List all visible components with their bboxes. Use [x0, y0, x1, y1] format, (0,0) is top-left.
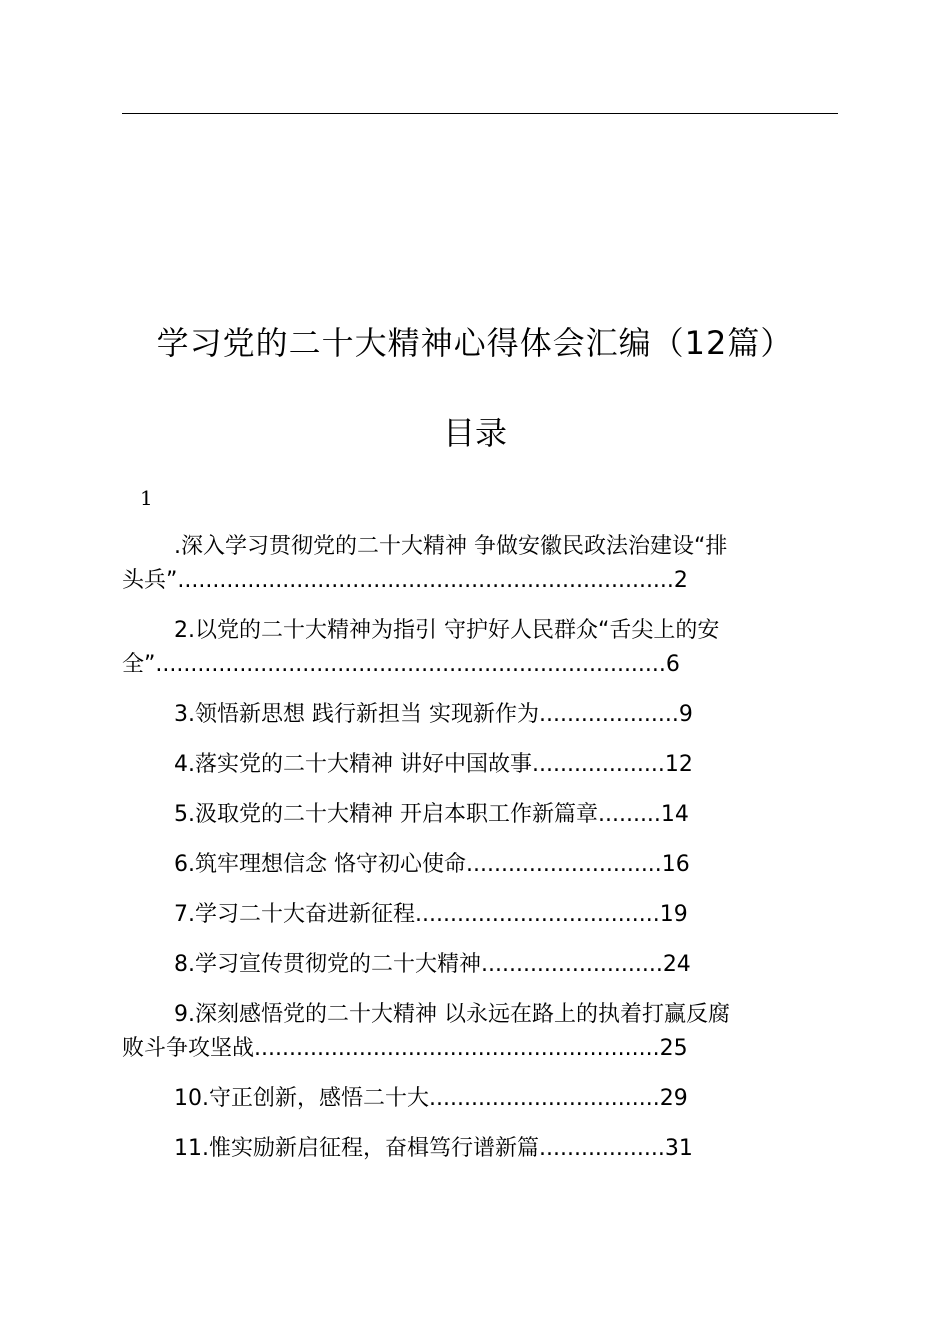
toc-entry-line: 全”.........................................................................6 [122, 652, 680, 677]
toc-entry-line: 2.以党的二十大精神为指引 守护好人民群众“舌尖上的安 [174, 618, 720, 643]
toc-entry-line: 败斗争攻坚战..........................................................25 [122, 1036, 688, 1061]
toc-heading: 目录 [442, 414, 507, 452]
toc-entry[interactable] [122, 948, 838, 982]
toc-entry[interactable] [122, 748, 838, 782]
toc-entry-line: 5.汲取党的二十大精神 开启本职工作新篇章.........14 [174, 802, 689, 827]
toc-entry[interactable] [122, 1082, 838, 1116]
toc-entry[interactable] [122, 1132, 838, 1166]
toc-entry-line: 3.领悟新思想 践行新担当 实现新作为....................9 [174, 702, 693, 727]
toc-entry[interactable] [122, 614, 838, 682]
toc-entry[interactable] [122, 998, 838, 1066]
toc-entry-line: 9.深刻感悟党的二十大精神 以永远在路上的执着打赢反腐 [174, 1002, 730, 1027]
toc-entry-line: 8.学习宣传贯彻党的二十大精神..........................24 [174, 952, 691, 977]
toc-entry[interactable] [122, 530, 838, 598]
toc-entry[interactable] [122, 898, 838, 932]
table-of-contents [122, 530, 838, 1182]
toc-entry-line: 头兵”.......................................................................2 [122, 568, 688, 593]
toc-entry[interactable] [122, 798, 838, 832]
toc-entry-line: .深入学习贯彻党的二十大精神 争做安徽民政法治建设“排 [174, 534, 728, 559]
toc-entry-line: 6.筑牢理想信念 恪守初心使命............................16 [174, 852, 690, 877]
toc-entry-line: 10.守正创新，感悟二十大.................................29 [174, 1086, 688, 1111]
header-rule [122, 113, 838, 114]
toc-entry-line: 7.学习二十大奋进新征程...................................19 [174, 902, 688, 927]
section-number: 1 [140, 486, 153, 510]
document-title: 学习党的二十大精神心得体会汇编（12篇） [156, 324, 794, 362]
toc-entry-line: 4.落实党的二十大精神 讲好中国故事...................12 [174, 752, 693, 777]
toc-entry-line: 11.惟实励新启征程，奋楫笃行谱新篇..................31 [174, 1136, 693, 1161]
toc-entry[interactable] [122, 848, 838, 882]
toc-entry[interactable] [122, 698, 838, 732]
